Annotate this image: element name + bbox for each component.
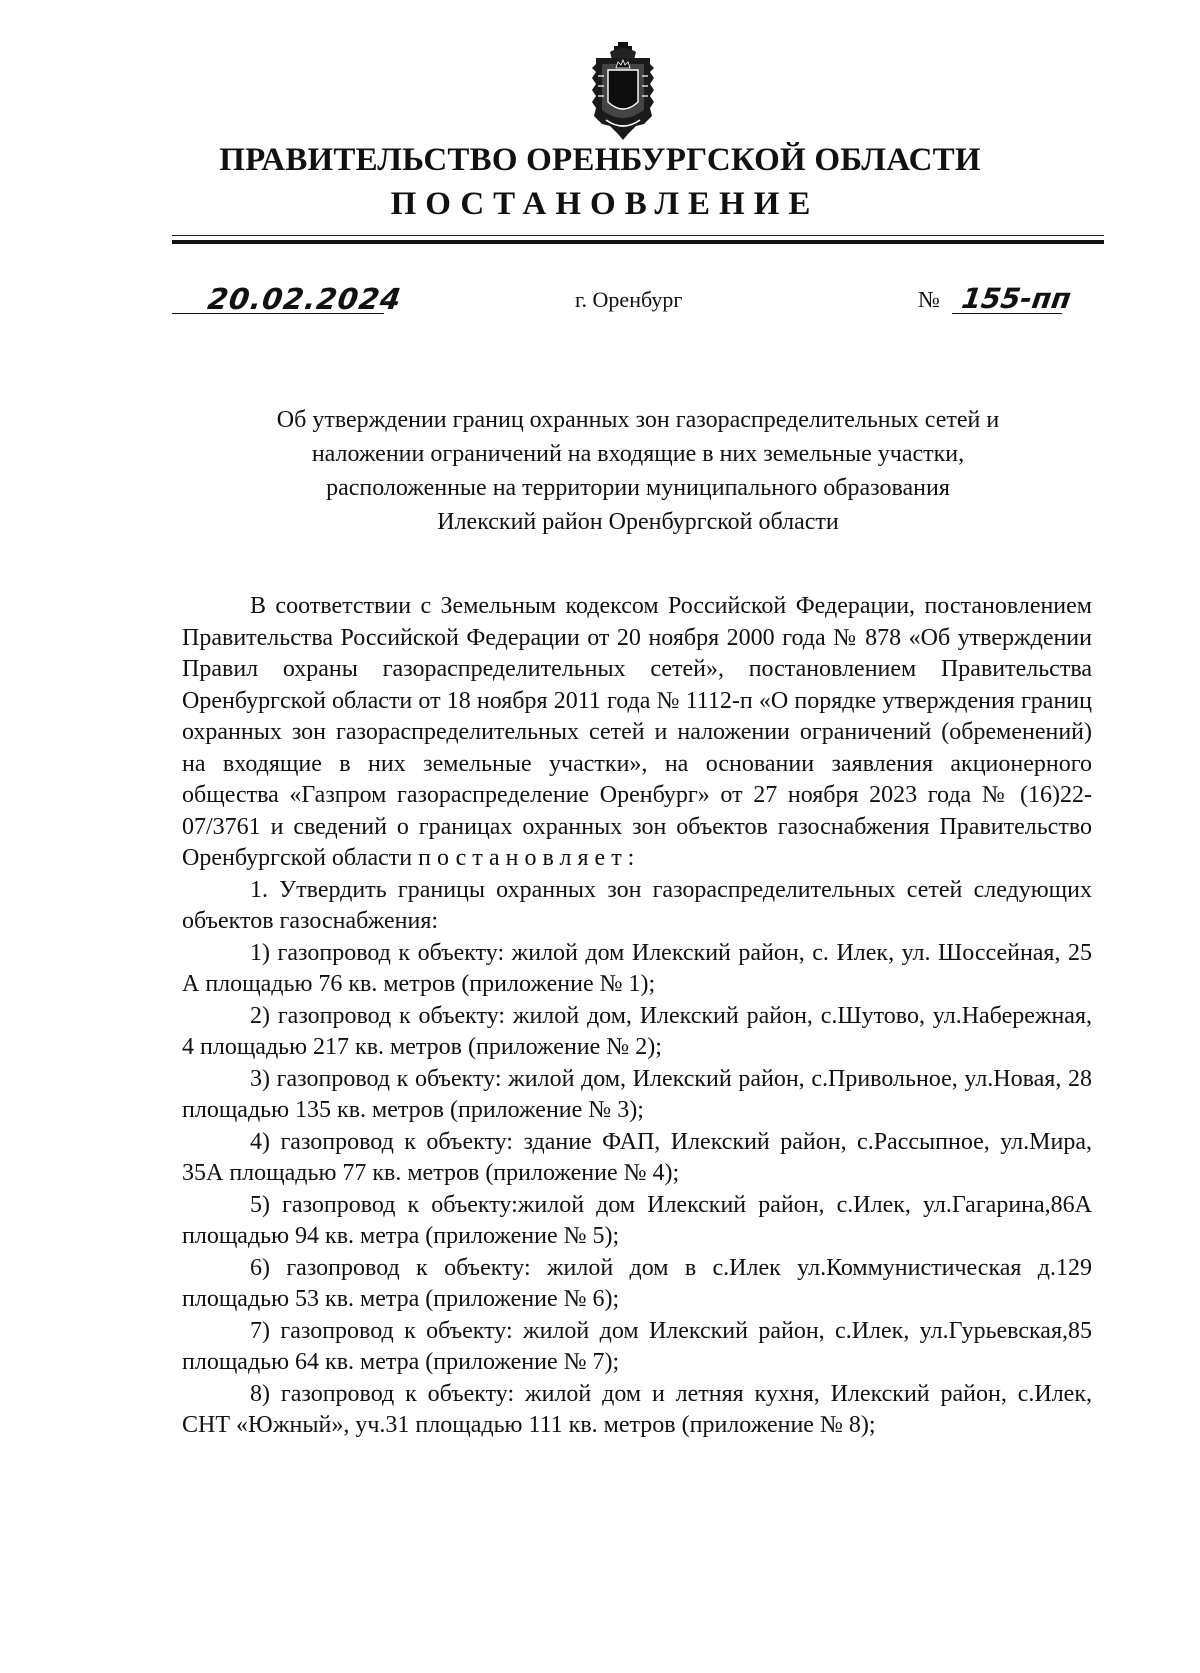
preamble-text: В соответствии с Земельным кодексом Российской Федерации, постановлением Правительства Российской Федерации от 20 ноября 2000 года № 878 «Об утверждении Правил охраны газораспределительных сетей», постановлением Правительства Оренбургской области от 18 ноября 2011 года № 1112-п «О порядке утверждения границ охранных зон газораспределительных сетей и наложении ограничений (обременений) на входящие в них земельные участки», на основании заявления акционерного общества «Газпром газораспределение Оренбург» от 27 ноября 2023 года № (16)22-07/3761 и сведений о границах охранных зон объектов газоснабжения Правительство Оренбургской области — [182, 593, 1092, 871]
subject-line: Илекский район Оренбургской области — [437, 509, 839, 535]
subitem-paragraph: 4) газопровод к объекту: здание ФАП, Илекский район, с.Рассыпное, ул.Мира, 35А площадью 77 кв. метров (приложение № 4); — [182, 1128, 1092, 1186]
subject-line: расположенные на территории муниципального образования — [326, 475, 950, 501]
decree-word: постановляет: — [418, 845, 641, 871]
subject-line: Об утверждении границ охранных зон газораспределительных сетей и — [276, 407, 1000, 433]
subitem-paragraph: 8) газопровод к объекту: жилой дом и летняя кухня, Илекский район, с.Илек, СНТ «Южный», уч.31 площадью 111 кв. метров (приложение № 8); — [182, 1380, 1092, 1438]
government-title: ПРАВИТЕЛЬСТВО ОРЕНБУРГСКОЙ ОБЛАСТИ — [219, 142, 981, 178]
subitem-paragraph: 7) газопровод к объекту: жилой дом Илекский район, с.Илек, ул.Гурьевская,85 площадью 64 кв. метра (приложение № 7); — [182, 1317, 1092, 1375]
subitem-paragraph: 2) газопровод к объекту: жилой дом, Илекский район, с.Шутово, ул.Набережная, 4 площадью 217 кв. метров (приложение № 2); — [182, 1002, 1092, 1060]
document-body — [182, 591, 1092, 1442]
coat-of-arms-icon — [588, 40, 658, 145]
document-number: 155-пп — [959, 282, 1074, 315]
number-sign: № — [918, 287, 940, 312]
document-type: ПОСТАНОВЛЕНИЕ — [390, 186, 820, 222]
item-1-paragraph: 1. Утвердить границы охранных зон газораспределительных сетей следующих объектов газоснабжения: — [182, 876, 1092, 934]
number-underline — [952, 313, 1062, 314]
header-divider-thick — [172, 240, 1104, 244]
document-city: г. Оренбург — [575, 287, 683, 312]
date-underline — [172, 313, 384, 314]
document-subject — [172, 403, 1104, 539]
subitem-paragraph: 6) газопровод к объекту: жилой дом в с.Илек ул.Коммунистическая д.129 площадью 53 кв. метра (приложение № 6); — [182, 1254, 1092, 1312]
subitem-paragraph: 1) газопровод к объекту: жилой дом Илекский район, с. Илек, ул. Шоссейная, 25 А площадью 76 кв. метров (приложение № 1); — [182, 939, 1092, 997]
header-divider-thin — [172, 235, 1104, 236]
preamble-paragraph — [182, 591, 1092, 875]
subitem-paragraph: 5) газопровод к объекту:жилой дом Илекский район, с.Илек, ул.Гагарина,86А площадью 94 кв. метра (приложение № 5); — [182, 1191, 1092, 1249]
document-date: 20.02.2024 — [205, 282, 404, 316]
subject-line: наложении ограничений на входящие в них земельные участки, — [311, 441, 965, 467]
subitem-paragraph: 3) газопровод к объекту: жилой дом, Илекский район, с.Привольное, ул.Новая, 28 площадью 135 кв. метров (приложение № 3); — [182, 1065, 1092, 1123]
